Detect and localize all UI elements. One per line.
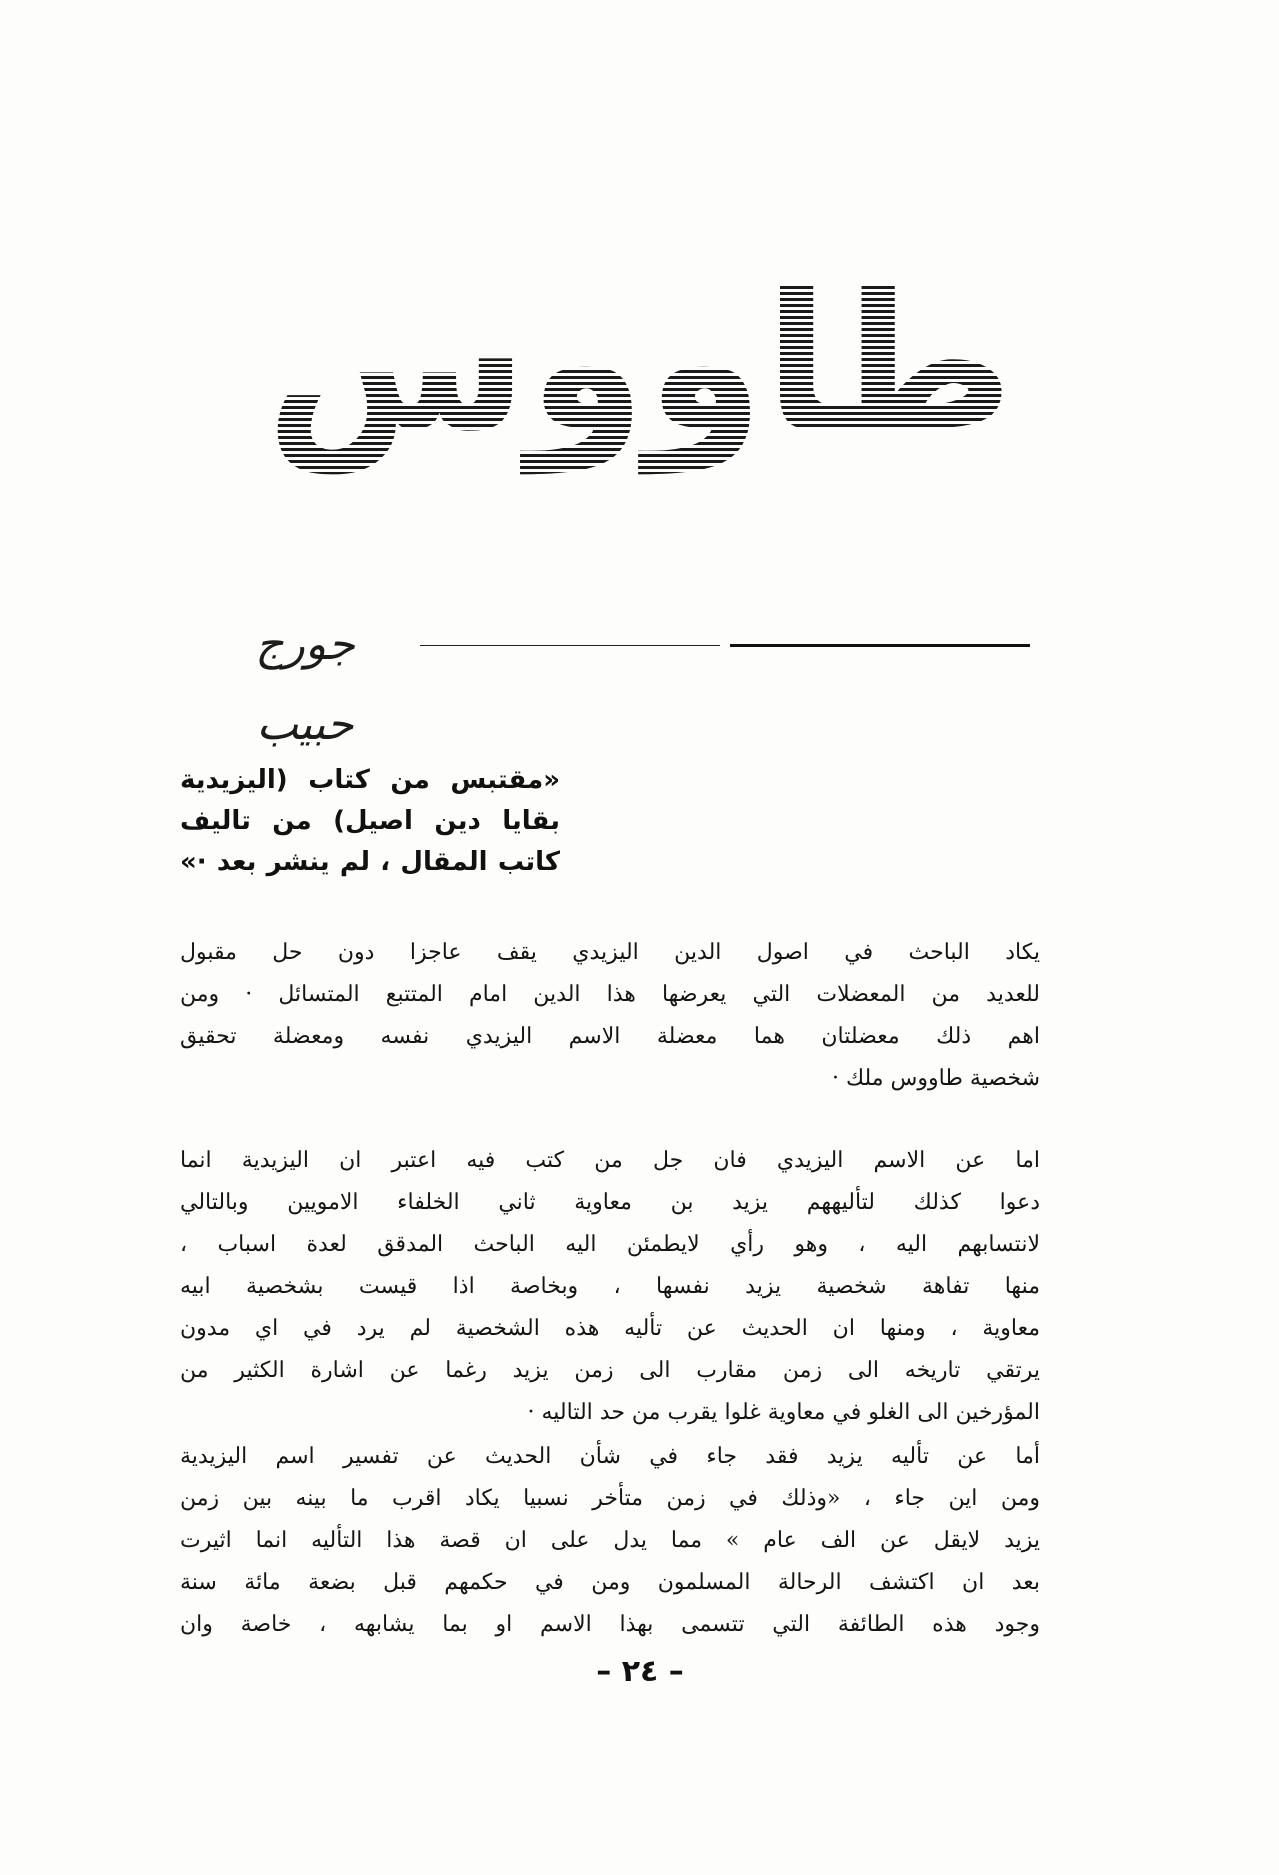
text-line: اما عن الاسم اليزيدي فان جل من كتب فيه اعتبر ان اليزيدية انما xyxy=(180,1148,1040,1173)
text-line: لانتسابهم اليه ، وهو رأي لايطمئن اليه الباحث المدقق لعدة اسباب ، xyxy=(180,1232,1040,1257)
intro-line: كاتب المقال ، لم ينشر بعد ·» xyxy=(180,847,560,877)
intro-note xyxy=(180,760,560,883)
author-name: جورج حبيب xyxy=(255,619,355,750)
text-line: اهم ذلك معضلتان هما معضلة الاسم اليزيدي نفسه ومعضلة تحقيق xyxy=(180,1024,1040,1049)
page-number: – ٢٤ – xyxy=(596,1654,684,1689)
article-title: طاووس ملك xyxy=(240,238,1040,488)
text-line: منها تفاهة شخصية يزيد نفسها ، وبخاصة اذا قيست بشخصية ابيه xyxy=(180,1274,1040,1299)
paragraph-2 xyxy=(180,1140,1040,1434)
intro-line: «مقتبس من كتاب (اليزيدية xyxy=(180,765,560,795)
text-line: يكاد الباحث في اصول الدين اليزيدي يقف عاجزا دون حل مقبول xyxy=(180,940,1040,965)
text-line: أما عن تأليه يزيد فقد جاء في شأن الحديث عن تفسير اسم اليزيدية xyxy=(180,1444,1040,1469)
text-line: يزيد لايقل عن الف عام » مما يدل على ان قصة هذا التأليه انما اثيرت xyxy=(180,1528,1040,1553)
text-line: معاوية ، ومنها ان الحديث عن تأليه هذه الشخصية لم يرد في اي مدون xyxy=(180,1316,1040,1341)
text-line: للعديد من المعضلات التي يعرضها هذا الدين امام المتتبع المتسائل · ومن xyxy=(180,982,1040,1007)
paragraph-3 xyxy=(180,1436,1040,1646)
text-line: بعد ان اكتشف الرحالة المسلمون ومن في حكمهم قبل بضعة مائة سنة xyxy=(180,1570,1040,1595)
text-line: شخصية طاووس ملك · xyxy=(831,1066,1040,1091)
text-line: وجود هذه الطائفة التي تتسمى بهذا الاسم او بما يشابهه ، خاصة وان xyxy=(180,1612,1040,1637)
paragraph-1 xyxy=(180,932,1040,1100)
intro-line: بقايا دين اصيل) من تاليف xyxy=(180,806,560,836)
divider-thin xyxy=(420,645,720,646)
divider-thick xyxy=(730,644,1030,647)
text-line: ومن اين جاء ، «وذلك في زمن متأخر نسبيا يكاد اقرب ما بينه بين زمن xyxy=(180,1486,1040,1511)
text-line: المؤرخين الى الغلو في معاوية غلوا يقرب من حد التاليه · xyxy=(527,1400,1040,1425)
text-line: دعوا كذلك لتأليههم يزيد بن معاوية ثاني الخلفاء الامويين وبالتالي xyxy=(180,1190,1040,1215)
author-row xyxy=(200,605,1040,750)
text-line: يرتقي تاريخه الى زمن مقارب الى زمن يزيد رغما عن اشارة الكثير من xyxy=(180,1358,1040,1383)
